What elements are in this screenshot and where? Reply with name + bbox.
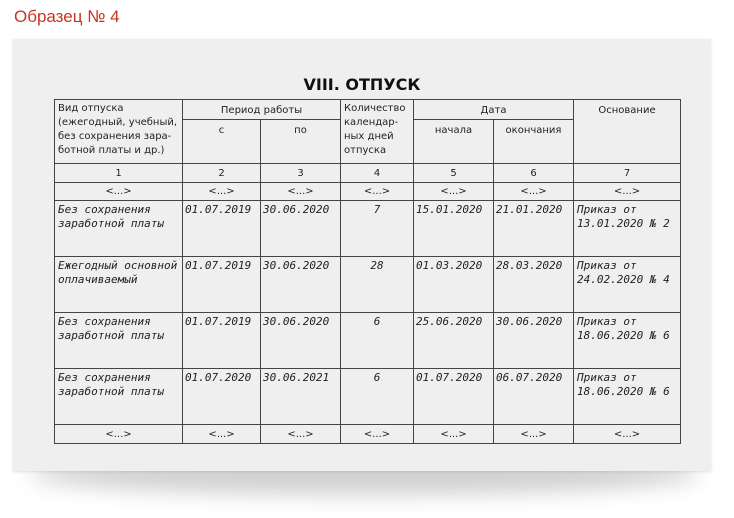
vacation-type-cell: Без сохранения заработной платы [55, 369, 183, 425]
table-row [55, 369, 681, 425]
table-row [55, 201, 681, 257]
header-date: Дата [414, 100, 574, 120]
header-basis: Основание [574, 100, 681, 164]
ellipsis-cell: <...> [414, 425, 494, 444]
period-from-cell: 01.07.2019 [183, 313, 261, 369]
date-end-cell: 30.06.2020 [494, 313, 574, 369]
basis-cell: Приказ от 18.06.2020 № 6 [574, 369, 681, 425]
period-from-cell: 01.07.2020 [183, 369, 261, 425]
basis-cell: Приказ от 18.06.2020 № 6 [574, 313, 681, 369]
header-period-from: с [183, 120, 261, 164]
header-vacation-type: Вид отпуска (ежегодный, учебный, без сохранения зара-ботной платы и др.) [55, 100, 183, 164]
ellipsis-cell: <...> [55, 183, 183, 201]
column-number: 1 [55, 164, 183, 183]
period-to-cell: 30.06.2020 [261, 201, 341, 257]
period-to-cell: 30.06.2020 [261, 257, 341, 313]
vacation-table [54, 99, 681, 444]
days-count-cell: 6 [341, 369, 414, 425]
ellipsis-cell: <...> [341, 425, 414, 444]
column-number: 5 [414, 164, 494, 183]
ellipsis-row [55, 183, 681, 201]
days-count-cell: 28 [341, 257, 414, 313]
date-start-cell: 25.06.2020 [414, 313, 494, 369]
header-date-end: окончания [494, 120, 574, 164]
basis-cell: Приказ от 24.02.2020 № 4 [574, 257, 681, 313]
date-end-cell: 21.01.2020 [494, 201, 574, 257]
vacation-type-cell: Без сохранения заработной платы [55, 201, 183, 257]
period-to-cell: 30.06.2021 [261, 369, 341, 425]
column-numbers-row [55, 164, 681, 183]
header-date-start: начала [414, 120, 494, 164]
document-card [13, 39, 711, 471]
section-title: VIII. ОТПУСК [303, 75, 421, 94]
date-end-cell: 28.03.2020 [494, 257, 574, 313]
ellipsis-cell: <...> [261, 183, 341, 201]
ellipsis-cell: <...> [55, 425, 183, 444]
header-period-to: по [261, 120, 341, 164]
ellipsis-cell: <...> [494, 183, 574, 201]
ellipsis-cell: <...> [414, 183, 494, 201]
period-to-cell: 30.06.2020 [261, 313, 341, 369]
days-count-cell: 7 [341, 201, 414, 257]
table-row [55, 257, 681, 313]
header-days-count: Количество календар-ных дней отпуска [341, 100, 414, 164]
date-start-cell: 15.01.2020 [414, 201, 494, 257]
period-from-cell: 01.07.2019 [183, 257, 261, 313]
basis-cell: Приказ от 13.01.2020 № 2 [574, 201, 681, 257]
table-row [55, 313, 681, 369]
sample-title: Образец № 4 [14, 7, 120, 26]
column-number: 6 [494, 164, 574, 183]
days-count-cell: 6 [341, 313, 414, 369]
header-work-period: Период работы [183, 100, 341, 120]
column-number: 2 [183, 164, 261, 183]
ellipsis-cell: <...> [341, 183, 414, 201]
date-start-cell: 01.03.2020 [414, 257, 494, 313]
ellipsis-row [55, 425, 681, 444]
period-from-cell: 01.07.2019 [183, 201, 261, 257]
vacation-type-cell: Ежегодный основной оплачиваемый [55, 257, 183, 313]
vacation-type-cell: Без сохранения заработной платы [55, 313, 183, 369]
column-number: 3 [261, 164, 341, 183]
column-number: 7 [574, 164, 681, 183]
ellipsis-cell: <...> [494, 425, 574, 444]
ellipsis-cell: <...> [574, 425, 681, 444]
date-start-cell: 01.07.2020 [414, 369, 494, 425]
ellipsis-cell: <...> [183, 183, 261, 201]
ellipsis-cell: <...> [261, 425, 341, 444]
date-end-cell: 06.07.2020 [494, 369, 574, 425]
ellipsis-cell: <...> [574, 183, 681, 201]
column-number: 4 [341, 164, 414, 183]
ellipsis-cell: <...> [183, 425, 261, 444]
